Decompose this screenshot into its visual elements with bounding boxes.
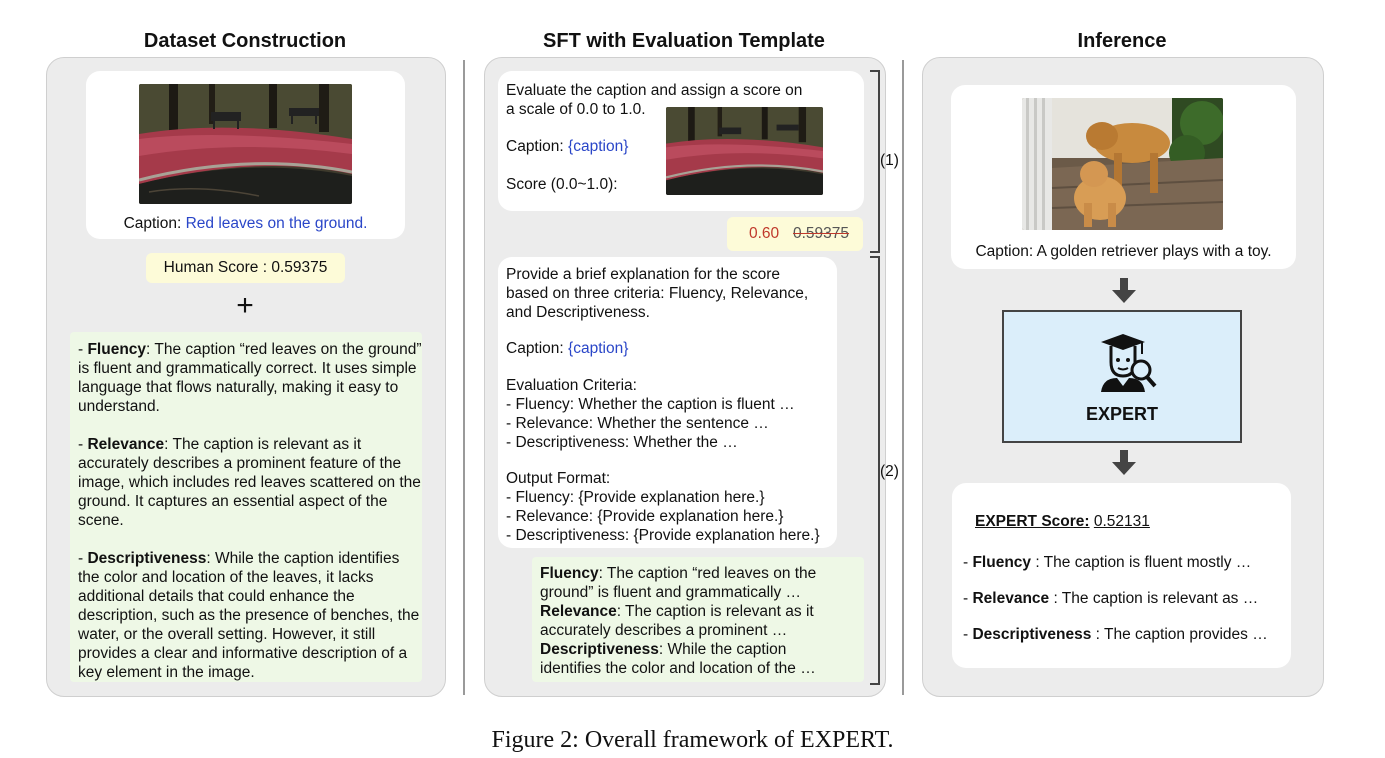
resp-fluency-cont: ground” is fluent and grammatically …	[540, 584, 802, 601]
output-format: Output Format: - Fluency: {Provide explanation here.} - Relevance: {Provide explanation here.} - Descriptiveness: {Provide explanation here.}	[506, 470, 820, 544]
expert-descriptiveness: - Descriptiveness : The caption provides …	[963, 626, 1268, 643]
score-output-box	[727, 217, 863, 251]
explanation-prompt-card	[498, 257, 837, 548]
dataset-caption	[86, 214, 405, 233]
human-score-badge: Human Score : 0.59375	[146, 253, 345, 283]
dataset-fluency-explanation: - Fluency: The caption “red leaves on the ground” is fluent and grammatically correct. It uses simple language that flows naturally, making it easy to understand.	[78, 341, 422, 415]
expert-output-card	[952, 483, 1291, 668]
struck-human-score: 0.59375	[793, 225, 850, 242]
column-divider-2	[902, 60, 904, 695]
dataset-construction-title: Dataset Construction	[143, 30, 347, 52]
image-caption-card	[86, 71, 405, 239]
evaluation-criteria: Evaluation Criteria: - Fluency: Whether the caption is fluent … - Relevance: Whether the sentence … - Descriptiveness: Whether the …	[506, 377, 795, 451]
score-prompt-caption: Caption: {caption}	[506, 138, 629, 155]
inference-image-card	[951, 85, 1296, 269]
arrow-down-icon	[1111, 278, 1137, 304]
predicted-score: 0.60	[749, 225, 780, 242]
caption-value: Red leaves on the ground.	[185, 215, 368, 232]
dataset-descriptiveness-explanation: - Descriptiveness: While the caption identifies the color and location of the leaves, it lacks additional details that could enhance the description, such as the presence of benches, the water, or the overall setting. However, it still provides a clear and informative description of a key element in the image.	[78, 550, 420, 681]
sft-park-photo	[666, 107, 823, 195]
dataset-relevance-explanation: - Relevance: The caption is relevant as it accurately describes a prominent feature of the image, which includes red leaves scattered on the ground. It captures an essential aspect of the scene.	[78, 436, 421, 529]
resp-fluency: Fluency: The caption “red leaves on the	[540, 565, 817, 582]
expert-relevance: - Relevance : The caption is relevant as …	[963, 590, 1259, 607]
column-divider-1	[463, 60, 465, 695]
bracket-2	[870, 256, 880, 685]
gpt-explanation-box	[70, 332, 422, 682]
explanation-caption: Caption: {caption}	[506, 340, 629, 357]
expert-score: EXPERT Score: 0.52131	[975, 513, 1150, 530]
expert-label: EXPERT	[1085, 404, 1159, 424]
inference-title: Inference	[1077, 30, 1167, 52]
score-prompt-instruction: Evaluate the caption and assign a score on a scale of 0.0 to 1.0.	[506, 82, 803, 118]
plus-icon: +	[236, 289, 254, 322]
bracket-2-label: (2)	[880, 463, 899, 480]
figure-caption: Figure 2: Overall framework of EXPERT.	[491, 727, 894, 753]
bracket-1-label: (1)	[880, 152, 899, 169]
park-leaves-photo	[139, 84, 352, 204]
expert-fluency: - Fluency : The caption is fluent mostly …	[963, 554, 1252, 571]
caption-label: Caption:	[123, 215, 186, 232]
expert-model-box	[1002, 310, 1242, 443]
bracket-1	[870, 70, 880, 253]
score-prompt-card	[498, 71, 864, 211]
resp-relevance: Relevance: The caption is relevant as it	[540, 603, 814, 620]
expert-scholar-icon	[1097, 332, 1157, 392]
inference-caption: Caption: A golden retriever plays with a toy.	[975, 243, 1272, 260]
resp-descriptiveness-cont: identifies the color and location of the …	[540, 660, 816, 677]
score-prompt-score-label: Score (0.0~1.0):	[506, 176, 618, 193]
explanation-instruction: Provide a brief explanation for the score based on three criteria: Fluency, Relevance, and Descriptiveness.	[506, 266, 809, 321]
sft-title: SFT with Evaluation Template	[543, 30, 825, 52]
resp-relevance-cont: accurately describes a prominent …	[540, 622, 788, 639]
resp-descriptiveness: Descriptiveness: While the caption	[540, 641, 787, 658]
model-explanation-output	[532, 557, 864, 682]
golden-retriever-photo	[1022, 98, 1223, 230]
arrow-down-icon-2	[1111, 450, 1137, 476]
